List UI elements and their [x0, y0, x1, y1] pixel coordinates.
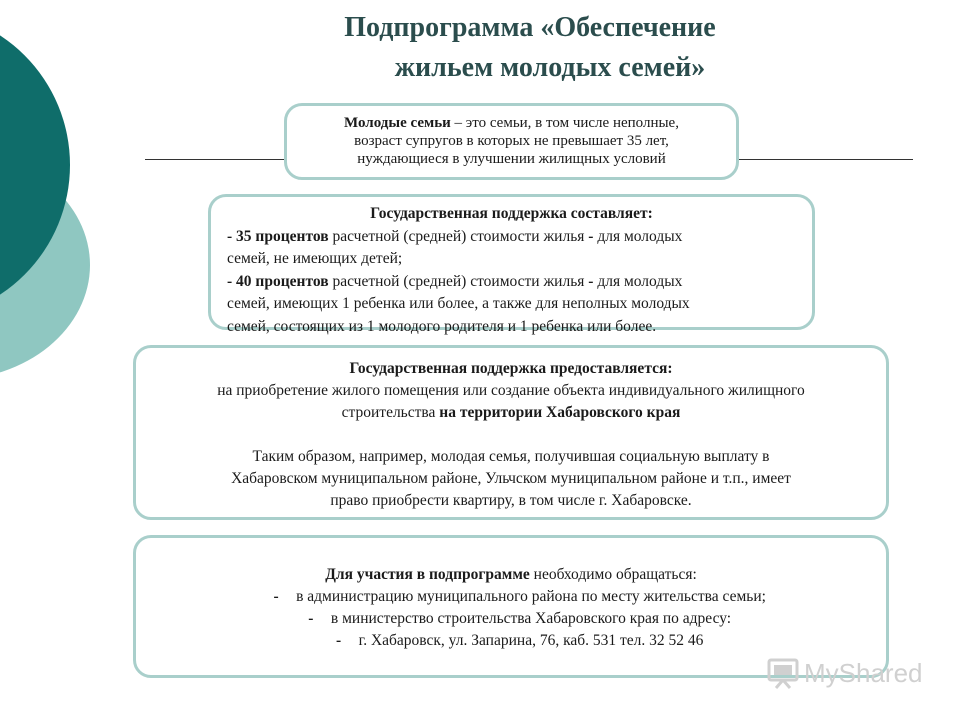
definition-text-3: нуждающиеся в улучшении жилищных условий: [357, 151, 666, 167]
list-item-text: в министерство строительства Хабаровского края по адресу:: [330, 610, 732, 627]
support-provision-box: [133, 345, 889, 520]
list-item: [150, 586, 872, 608]
support-40-text-a: расчетной (средней) стоимости жилья: [328, 272, 589, 290]
participation-intro-text: необходимо обращаться:: [529, 566, 697, 583]
support-35-dash: -: [588, 227, 594, 245]
paragraph-gap: [150, 424, 872, 446]
support-35-text-a: расчетной (средней) стоимости жилья: [328, 227, 589, 245]
definition-term: Молодые семьи: [344, 115, 451, 131]
title-line-1: Подпрограмма «Обеспечение: [344, 12, 716, 43]
list-item-text: г. Хабаровск, ул. Запарина, 76, каб. 531 тел. 32 52 46: [358, 632, 704, 649]
support-provision-territory: на территории Хабаровского края: [439, 404, 681, 421]
support-amount-box: [208, 194, 815, 335]
list-item: [150, 630, 872, 652]
title-line-2: жильем молодых семей»: [394, 52, 706, 83]
list-item: [150, 608, 872, 630]
participation-intro-bold: Для участия в подпрограмме: [325, 566, 530, 583]
definition-text-1: – это семьи, в том числе неполные,: [450, 115, 679, 131]
support-40-line-2: семей, имеющих 1 ребенка или более, а также для неполных молодых: [227, 295, 690, 312]
support-amount-heading: Государственная поддержка составляет:: [370, 205, 653, 222]
list-bullet: -: [336, 632, 342, 649]
slide-title: [300, 8, 760, 88]
support-40-text-b: для молодых: [593, 272, 683, 290]
presentation-board-icon: [766, 656, 800, 690]
support-provision-line-1: на приобретение жилого помещения или создание объекта индивидуального жилищного: [217, 382, 805, 399]
support-35-percent: - 35 процентов: [227, 227, 329, 245]
watermark-text: MyShared: [804, 657, 923, 688]
divider-left: [145, 159, 287, 160]
definition-box: [284, 103, 739, 180]
definition-text-2: возраст супругов в которых не превышает 35 лет,: [354, 133, 669, 149]
myshared-watermark: [766, 655, 923, 691]
support-35-text-b: для молодых: [593, 227, 683, 245]
divider-right: [737, 159, 913, 160]
support-40-dash: -: [588, 272, 594, 290]
support-35-line-2: семей, не имеющих детей;: [227, 250, 403, 267]
example-line-2: Хабаровском муниципальном районе, Ульчском муниципальном районе и т.п., имеет: [231, 470, 791, 487]
support-40-line-3: семей, состоящих из 1 молодого родителя и 1 ребенка или более.: [227, 317, 657, 335]
list-item-text: в администрацию муниципального района по месту жительства семьи;: [296, 588, 766, 605]
example-line-1: Таким образом, например, молодая семья, получившая социальную выплату в: [252, 448, 770, 465]
support-40-percent: - 40 процентов: [227, 272, 329, 290]
list-bullet: -: [273, 588, 279, 605]
support-provision-heading: Государственная поддержка предоставляется:: [349, 360, 673, 377]
support-provision-line-2: строительства: [341, 404, 440, 421]
example-line-3: право приобрести квартиру, в том числе г. Хабаровске.: [330, 492, 692, 509]
list-bullet: -: [308, 610, 314, 627]
